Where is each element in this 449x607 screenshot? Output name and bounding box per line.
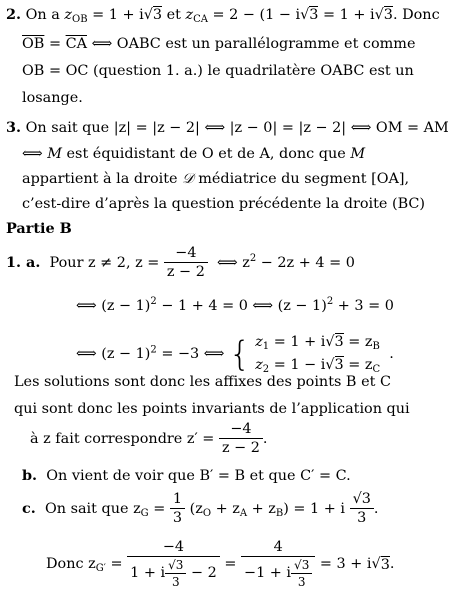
vector-ca: $\overline{CA}$	[65, 36, 87, 52]
q3-line4: c’est-dire d’après la question précédente la droite (BC)	[22, 196, 426, 212]
q2-line4: losange.	[22, 90, 83, 106]
b1a-sentence3: à z fait correspondre z′ = $\frac{-4}{z - 2}$ .	[30, 421, 268, 457]
q2-line1: 2. On a $z_{OB} = 1 + i√3$ et $z_{CA} = 2 - (1 - i√3 = 1 + i√3$. Donc	[6, 6, 440, 25]
vector-ob: $\overline{OB}$	[22, 36, 45, 52]
q2-number: 2.	[6, 6, 22, 23]
q3-line1: 3. On sait que |z| = |z − 2| ⟺ |z − 0| = |z − 2| ⟺ OM = AM	[6, 119, 449, 136]
fraction-sqrt3-over-3: $\frac{√3}{3}$	[350, 492, 374, 526]
b1c-line1: c. On sait que $z_G$ = $\frac{1}{3}$ $(z_O + z_A + z_B) = 1 + i$ $\frac{√3}{3}$ .	[22, 491, 379, 527]
b1a-line2: ⟺ $(z - 1)^2 - 1 + 4 = 0$ ⟺ $(z - 1)^2 + 3 = 0$	[76, 296, 394, 314]
fraction-zg-prime-1: −4 1 + i $\frac{√3}{3}$ − 2	[127, 540, 220, 588]
b1a-line3: ⟺ $(z - 1)^2 = -3$ ⟺ { $z_1 = 1 + i√3 = z_B$ $z_2 = 1 - i√3 = z_C$ .	[76, 332, 394, 377]
b1a-number: 1. a.	[6, 254, 41, 272]
q2-line2: $\overline{OB} = \overline{CA}$ ⟺ OABC est un parallélogramme et comme	[22, 36, 416, 52]
fraction-one-third: $\frac{1}{3}$	[170, 492, 185, 526]
fraction-zg-prime-2: 4 −1 + i $\frac{√3}{3}$	[241, 540, 315, 588]
equation-system: $z_1 = 1 + i√3 = z_B$ $z_2 = 1 - i√3 = z_C$	[255, 334, 381, 375]
b1c-line2: Donc $z_{G'}$ = −4 1 + i $\frac{√3}{3}$ − 2 = 4 −1 + i $\frac{√3}{3}$ = 3 + i√3.	[46, 539, 395, 589]
b1a-line1: 1. a. Pour z ≠ 2, z = $\frac{-4}{z - 2}$ ⟺ $z^2 - 2z + 4 = 0$	[6, 245, 355, 281]
q3-line3: appartient à la droite 𝒟 médiatrice du segment [OA],	[22, 171, 410, 187]
b1c-label: c.	[22, 499, 36, 517]
system-brace: {	[228, 334, 251, 375]
fraction-minus4-over-z-minus-2: $\frac{-4}{z - 2}$	[164, 246, 208, 280]
q3-number: 3.	[6, 119, 22, 136]
b1a-sentence1: Les solutions sont donc les affixes des points B et C	[14, 374, 391, 390]
q3-line2: ⟺ M est équidistant de O et de A, donc que M	[22, 146, 366, 162]
b1a-sentence2: qui sont donc les points invariants de l’application qui	[14, 401, 410, 417]
fraction-z-prime: $\frac{-4}{z - 2}$	[219, 422, 263, 456]
b1b-label: b.	[22, 467, 38, 484]
b1b-line: b. On vient de voir que B′ = B et que C′ = C.	[22, 467, 351, 484]
q2-line3: OB = OC (question 1. a.) le quadrilatère OABC est un	[22, 63, 414, 79]
section-heading-partie-b: Partie B	[6, 220, 72, 237]
